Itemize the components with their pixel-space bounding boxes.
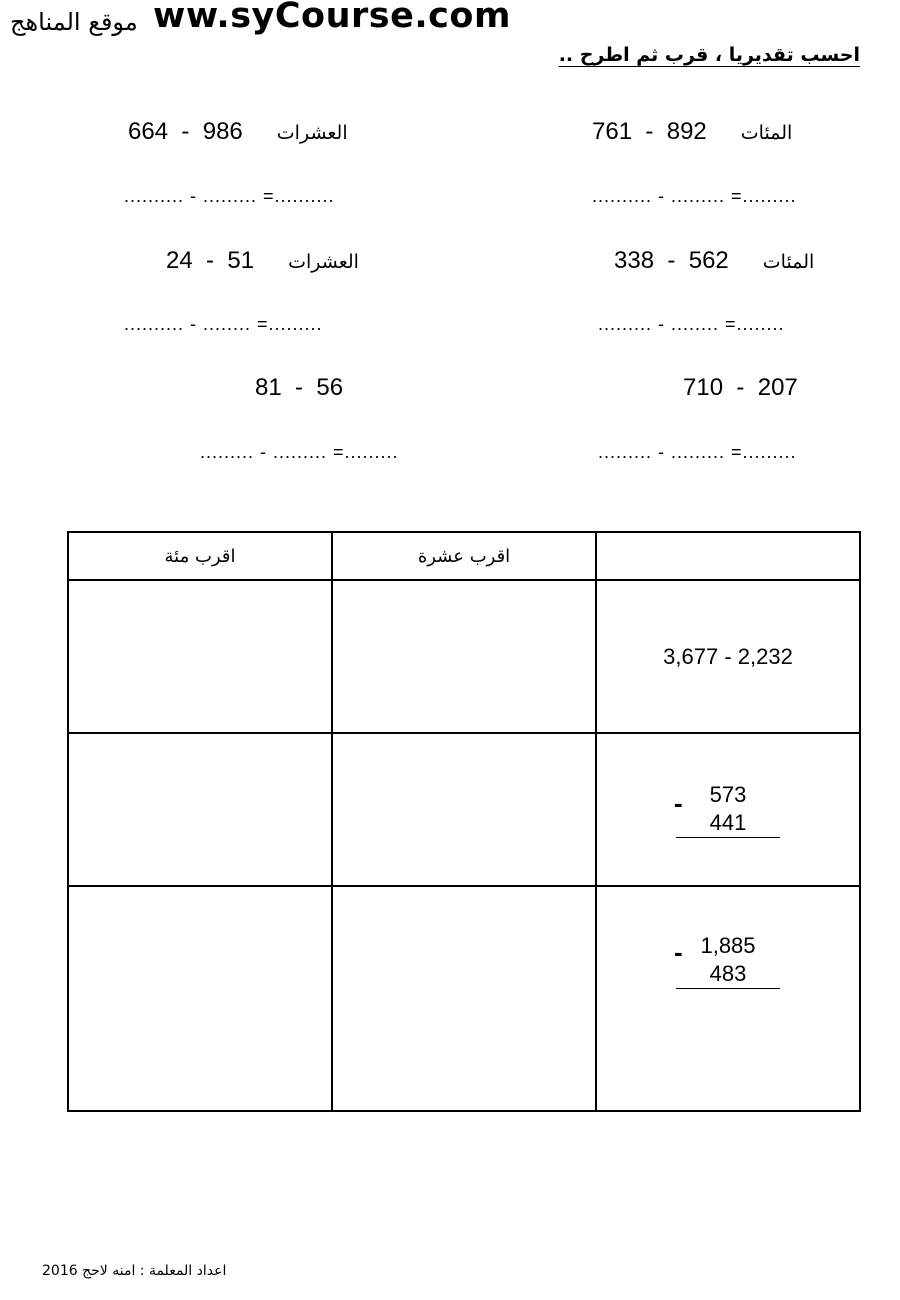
answer-line-4: .......... - ........ =......... (124, 314, 323, 334)
answer-cell-ten[interactable] (332, 733, 596, 886)
table-header-row (68, 532, 860, 580)
vertical-subtraction (676, 932, 780, 989)
table-row (68, 733, 860, 886)
exercise-6-b: 81 (255, 374, 282, 401)
answer-cell-hundred[interactable] (68, 886, 332, 1111)
problem-inline: 3,677 - 2,232 (663, 643, 793, 669)
subtrahend: 483 (709, 961, 747, 986)
answer-cell-hundred[interactable] (68, 733, 332, 886)
minus-sign: - (674, 937, 683, 967)
exercise-3-a: 338 (614, 247, 655, 274)
site-url: ww.syCourse.com (153, 0, 511, 36)
exercise-5-op: - (736, 374, 745, 401)
rounding-table (67, 531, 861, 1112)
exercise-2-b: 986 (202, 118, 243, 145)
header-nearest-hundred: اقرب مئة (68, 532, 332, 580)
exercise-4 (166, 247, 359, 275)
answer-line-6: ......... - ......... =......... (200, 442, 399, 462)
vertical-subtraction (676, 781, 780, 838)
exercise-3 (614, 247, 814, 275)
footer-credit: اعداد المعلمة : امنه لاحج 2016 (42, 1263, 227, 1279)
exercise-4-a: 24 (166, 247, 193, 274)
exercise-4-b: 51 (227, 247, 255, 274)
worksheet-title: احسب تقديريا ، قرب ثم اطرح .. (558, 44, 860, 66)
exercise-6 (255, 374, 343, 402)
exercise-4-op: - (206, 247, 215, 274)
exercise-5 (683, 374, 798, 402)
exercise-1-a: 761 (592, 118, 633, 145)
exercise-2-label: العشرات (276, 122, 348, 144)
exercise-3-op: - (667, 247, 676, 274)
minuend: 1,885 (700, 933, 756, 958)
exercise-1-label: المئات (740, 122, 793, 144)
exercise-6-a: 56 (316, 374, 344, 401)
exercise-1-b: 892 (666, 118, 707, 145)
problem-cell (596, 580, 860, 733)
exercise-1-op: - (645, 118, 654, 145)
exercise-1 (592, 118, 792, 146)
exercise-2-op: - (181, 118, 190, 145)
exercise-2 (128, 118, 348, 146)
answer-line-3: ......... - ........ =........ (598, 314, 785, 334)
subtrahend: 441 (709, 810, 747, 835)
site-name-arabic: موقع المناهج (10, 8, 138, 36)
answer-cell-ten[interactable] (332, 580, 596, 733)
answer-line-5: ......... - ......... =......... (598, 442, 797, 462)
exercise-5-a: 207 (757, 374, 798, 401)
problem-cell (596, 733, 860, 886)
minus-sign: - (674, 788, 683, 818)
exercise-5-b: 710 (683, 374, 724, 401)
exercise-4-label: العشرات (288, 251, 359, 273)
header-nearest-ten: اقرب عشرة (332, 532, 596, 580)
header-problem (596, 532, 860, 580)
exercise-3-b: 562 (688, 247, 729, 274)
minuend: 573 (709, 782, 747, 807)
problem-cell (596, 886, 860, 1111)
answer-line-1: .......... - ......... =......... (592, 186, 797, 206)
exercise-3-label: المئات (762, 251, 815, 273)
table-row (68, 580, 860, 733)
answer-line-2: .......... - ......... =.......... (124, 186, 335, 206)
exercise-6-op: - (295, 374, 304, 401)
answer-cell-hundred[interactable] (68, 580, 332, 733)
exercise-2-a: 664 (128, 118, 169, 145)
table-row (68, 886, 860, 1111)
answer-cell-ten[interactable] (332, 886, 596, 1111)
